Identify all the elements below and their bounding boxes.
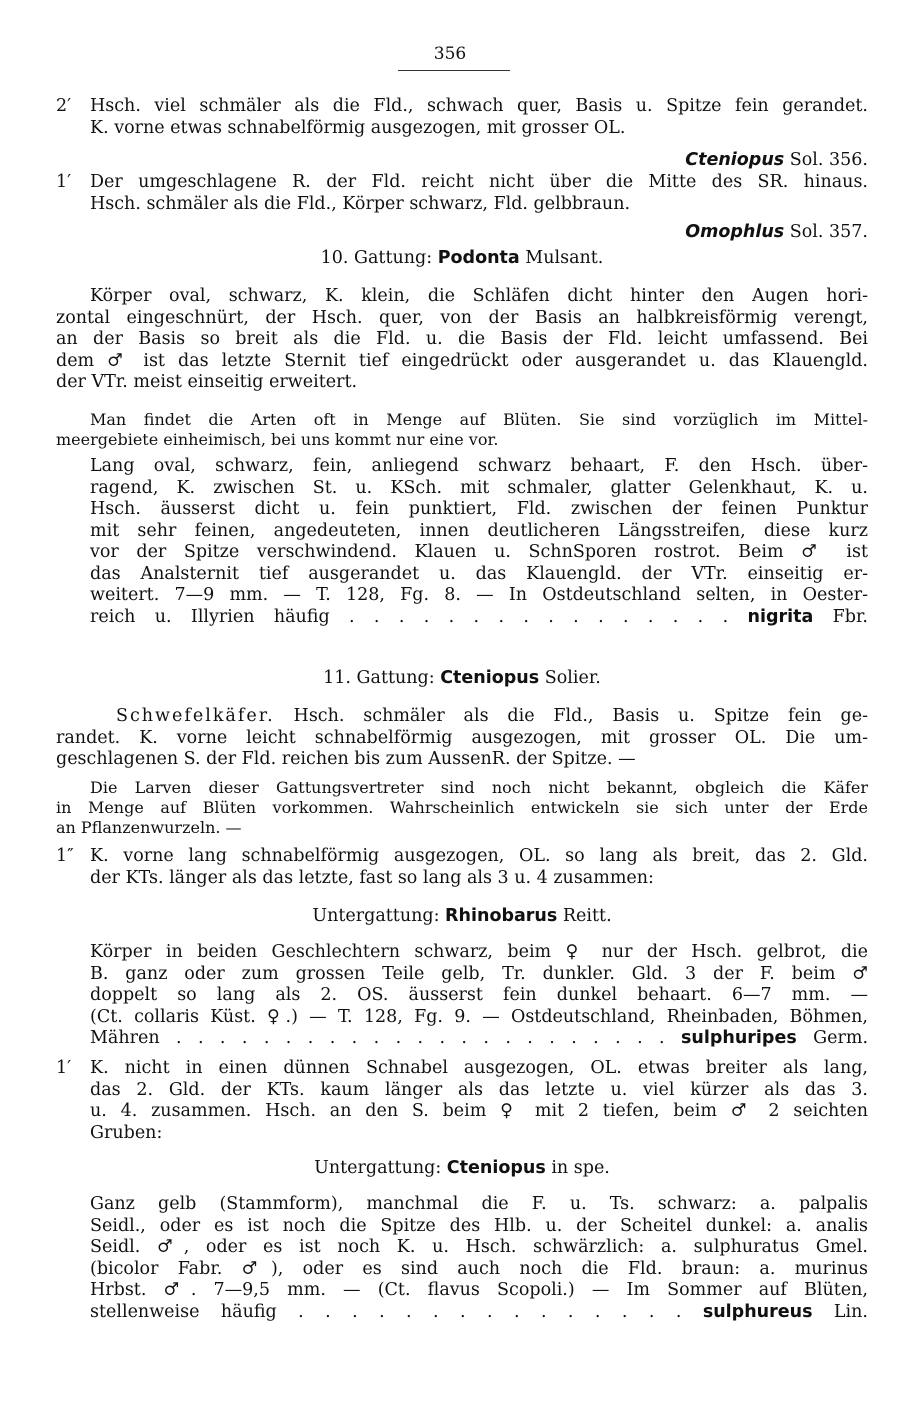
text-block — [90, 456, 868, 628]
subgenus-heading-cteniopus — [56, 1158, 868, 1180]
key-marker: 2′ — [56, 96, 72, 116]
species-author: Germ. — [796, 1028, 869, 1048]
line-text: K. vorne lang schnabelförmig ausgezogen, OL. so lang als breit, das 2. Gld. — [90, 846, 868, 866]
key-marker: 1′ — [56, 172, 72, 192]
text-line: meergebiete einheimisch, bei uns kommt nur eine vor. — [56, 430, 499, 449]
text-block — [56, 194, 868, 216]
species-line — [90, 1302, 868, 1324]
text-block — [56, 1058, 868, 1144]
key-line — [56, 172, 868, 194]
text-line: Körper oval, schwarz, K. klein, die Schläfen dicht hinter den Augen hori- — [90, 286, 868, 306]
line-text: u. 4. zusammen. Hsch. an den S. beim ♀ mit 2 tiefen, beim ♂ 2 seichten — [90, 1101, 868, 1121]
line-text: Der umgeschlagene R. der Fld. reicht nicht über die Mitte des SR. hinaus. — [90, 172, 868, 192]
key-line — [56, 194, 868, 216]
text-line: vor der Spitze verschwindend. Klauen u. SchnSporen rostrot. Beim ♂ ist — [90, 542, 868, 562]
header-rule — [398, 70, 510, 71]
heading-author: in spe. — [545, 1158, 610, 1178]
text-block — [56, 150, 868, 172]
text-line — [56, 706, 868, 728]
text-line: dem ♂ ist das letzte Sternit tief eingedrückt oder ausgerandet u. das Klauengld. — [56, 350, 868, 371]
text-block — [56, 222, 868, 244]
text-line: geschlagenen S. der Fld. reichen bis zum AussenR. der Spitze. — — [56, 749, 636, 769]
line-text: Mähren — [90, 1028, 177, 1048]
leader-dots: . . . . . . . . . . . . . . . . . . . . . . . — [176, 1028, 681, 1048]
text-line: an der Basis so breit als die Fld. u. die Basis der Fld. leicht umfassend. Bei — [56, 329, 868, 349]
text-line: weitert. 7—9 mm. — T. 128, Fg. 8. — In Ostdeutschland selten, in Oester- — [90, 585, 868, 605]
text-block — [56, 286, 868, 394]
text-line: mit sehr feinen, angedeuteten, innen deutlicheren Längsstreifen, diese kurz — [90, 520, 868, 541]
text-line: Ganz gelb (Stammform), manchmal die F. u. Ts. schwarz: a. palpalis — [90, 1194, 868, 1214]
leader-dots: . . . . . . . . . . . . . . . . — [349, 606, 748, 627]
text-line: Körper in beiden Geschlechtern schwarz, beim ♀ nur der Hsch. gelbrot, die — [90, 942, 868, 962]
key-marker: 1″ — [56, 846, 74, 866]
species-author: Lin. — [812, 1301, 868, 1322]
text-block — [90, 942, 868, 1050]
heading-name: Podonta — [437, 248, 520, 268]
text-line: B. ganz oder zum grossen Teile gelb, Tr. dunkler. Gld. 3 der F. beim ♂ — [90, 963, 868, 984]
genus-name: Omophlus — [685, 222, 785, 242]
page-number: 356 — [433, 44, 467, 64]
key-line — [56, 846, 868, 868]
text-line: doppelt so lang als 2. OS. äusserst fein dunkel behaart. 6—7 mm. — — [90, 985, 868, 1005]
line-text: Hsch. viel schmäler als die Fld., schwach quer, Basis u. Spitze fein gerandet. — [90, 96, 868, 116]
species-line — [90, 1028, 868, 1050]
text-line: Hrbst. ♂. 7—9,5 mm. — (Ct. flavus Scopoli.) — Im Sommer auf Blüten, — [90, 1280, 868, 1300]
key-line — [56, 96, 868, 118]
genus-heading-podonta — [56, 248, 868, 270]
heading-prefix: Untergattung: — [314, 1158, 447, 1178]
text-line: Seidl., oder es ist noch die Spitze des Hlb. u. der Scheitel dunkel: a. analis — [90, 1215, 868, 1236]
line-text: reich u. Illyrien häufig — [90, 606, 350, 627]
line-text: Gruben: — [90, 1122, 163, 1143]
text-line: randet. K. vorne leicht schnabelförmig ausgezogen, mit grosser OL. Die um- — [56, 727, 868, 748]
text-line: Lang oval, schwarz, fein, anliegend schwarz behaart, F. den Hsch. über- — [90, 456, 868, 476]
text-block — [90, 1194, 868, 1323]
key-marker: 1′ — [56, 1058, 72, 1078]
species-name: sulphureus — [702, 1301, 813, 1322]
text-block — [56, 1158, 868, 1180]
key-line — [56, 1101, 868, 1123]
heading-name: Rhinobarus — [445, 906, 558, 926]
text-block — [56, 96, 868, 118]
species-name: nigrita — [747, 606, 814, 627]
heading-prefix: 10. Gattung: — [320, 248, 438, 268]
species-author: Fbr. — [813, 606, 868, 627]
text-block — [56, 668, 868, 690]
text-line: (bicolor Fabr. ♂), oder es sind auch noch die Fld. braun: a. murinus — [90, 1258, 868, 1279]
text-line: Man findet die Arten oft in Menge auf Blüten. Sie sind vorzüglich im Mittel- — [90, 410, 868, 429]
heading-author: Reitt. — [557, 906, 612, 926]
line-text: stellenweise häufig — [90, 1301, 299, 1322]
line-text: Hsch. schmäler als die Fld., Körper schwarz, Fld. gelbbraun. — [90, 194, 631, 214]
line-text: das 2. Gld. der KTs. kaum länger als das letzte u. viel kürzer als das 3. — [90, 1079, 868, 1100]
text-line: zontal eingeschnürt, der Hsch. quer, von der Basis an halbkreisförmig verengt, — [56, 307, 868, 328]
line-text: K. vorne etwas schnabelförmig ausgezogen, mit grosser OL. — [90, 118, 626, 138]
heading-prefix: 11. Gattung: — [323, 668, 441, 688]
key-line — [56, 118, 868, 140]
leader-dots: . . . . . . . . . . . . . . . — [298, 1301, 703, 1322]
text-block — [56, 706, 868, 771]
text-line: an Pflanzenwurzeln. — — [56, 818, 242, 837]
text-line: der VTr. meist einseitig erweitert. — [56, 372, 358, 392]
spaced-term: Schwefelkäfer. — [116, 706, 275, 726]
text-block — [56, 172, 868, 194]
text-block — [56, 778, 868, 838]
line-text: K. nicht in einen dünnen Schnabel ausgezogen, OL. etwas breiter als lang, — [90, 1058, 868, 1078]
genus-name: Cteniopus — [685, 150, 785, 170]
text-line: in Menge auf Blüten vorkommen. Wahrscheinlich entwickeln sie sich unter der Erde — [56, 798, 868, 817]
text-line: (Ct. collaris Küst. ♀.) — T. 128, Fg. 9. — Ostdeutschland, Rheinbaden, Böhmen, — [90, 1006, 868, 1027]
genus-heading-cteniopus — [56, 668, 868, 690]
species-line — [90, 607, 868, 629]
species-name: sulphuripes — [680, 1028, 797, 1048]
subgenus-heading-rhinobarus — [56, 906, 868, 928]
text-block — [56, 118, 868, 140]
heading-author: Solier. — [539, 668, 601, 688]
text-line: Die Larven dieser Gattungsvertreter sind noch nicht bekannt, obgleich die Käfer — [90, 778, 868, 797]
text-block — [56, 846, 868, 889]
text-line: ragend, K. zwischen St. u. KSch. mit schmaler, glatter Gelenkhaut, K. u. — [90, 477, 868, 498]
line-text: Hsch. schmäler als die Fld., Basis u. Spitze fein ge- — [274, 706, 868, 726]
key-line — [56, 1058, 868, 1080]
text-line: Seidl. ♂, oder es ist noch K. u. Hsch. schwärzlich: a. sulphuratus Gmel. — [90, 1237, 868, 1257]
text-block — [56, 410, 868, 450]
key-line — [56, 150, 868, 172]
heading-name: Cteniopus — [440, 668, 540, 688]
heading-author: Mulsant. — [519, 248, 604, 268]
key-line — [56, 222, 868, 244]
key-line — [56, 1123, 868, 1145]
heading-prefix: Untergattung: — [312, 906, 446, 926]
text-block — [56, 906, 868, 928]
key-line: der KTs. länger als das letzte, fast so lang als 3 u. 4 zusammen: — [90, 867, 654, 888]
text-line: das Analsternit tief ausgerandet u. das Klauengld. der VTr. einseitig er- — [90, 563, 868, 584]
line-text: Sol. 357. — [784, 222, 868, 242]
text-block — [56, 248, 868, 270]
key-line — [56, 1080, 868, 1102]
line-text: Sol. 356. — [784, 150, 868, 170]
text-line: Hsch. äusserst dicht u. fein punktiert, Fld. zwischen der feinen Punktur — [90, 499, 868, 519]
heading-name: Cteniopus — [446, 1158, 546, 1178]
